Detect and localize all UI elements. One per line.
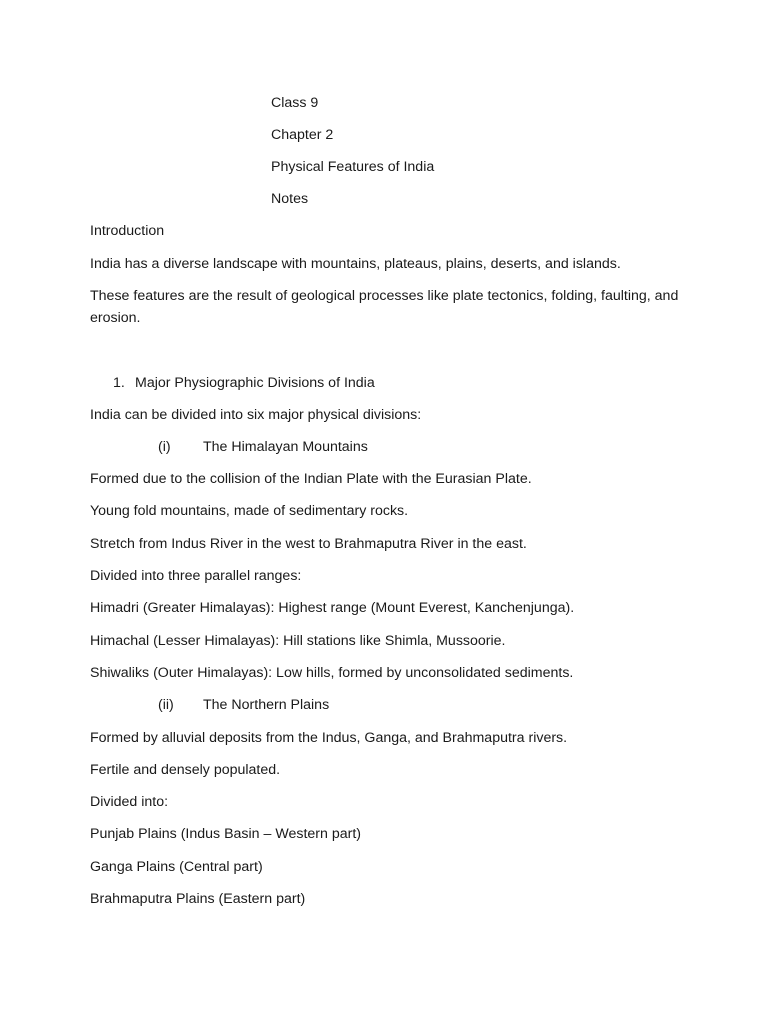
himalayas-point: Himachal (Lesser Himalayas): Hill stations like Shimla, Mussoorie. [90,633,506,649]
class-label: Class 9 [271,95,319,111]
section-title: Major Physiographic Divisions of India [135,375,375,391]
subsection-title: The Northern Plains [203,697,330,713]
chapter-label: Chapter 2 [271,127,334,143]
subsection-northern-plains-heading [158,694,329,716]
subsection-numeral: (i) [158,439,171,455]
himalayas-point: Young fold mountains, made of sedimentary rocks. [90,503,409,519]
northern-plains-point: Ganga Plains (Central part) [90,859,263,875]
introduction-paragraph-1: India has a diverse landscape with mountains, plateaus, plains, deserts, and islands. [90,256,621,272]
himalayas-point: Himadri (Greater Himalayas): Highest range (Mount Everest, Kanchenjunga). [90,600,575,616]
himalayas-point: Formed due to the collision of the Indian Plate with the Eurasian Plate. [90,471,532,487]
northern-plains-point: Fertile and densely populated. [90,762,281,778]
introduction-heading: Introduction [90,223,165,239]
subsection-numeral: (ii) [158,697,174,713]
northern-plains-point: Punjab Plains (Indus Basin – Western part) [90,826,362,842]
subsection-title: The Himalayan Mountains [203,439,368,455]
document-title: Physical Features of India [271,159,435,175]
northern-plains-point: Divided into: [90,794,169,810]
northern-plains-point: Formed by alluvial deposits from the Indus, Ganga, and Brahmaputra rivers. [90,730,568,746]
subsection-himalayas-heading [158,436,368,458]
section-1-intro: India can be divided into six major physical divisions: [90,407,422,423]
northern-plains-point: Brahmaputra Plains (Eastern part) [90,891,306,907]
document-type: Notes [271,191,309,207]
himalayas-point: Divided into three parallel ranges: [90,568,302,584]
himalayas-point: Shiwaliks (Outer Himalayas): Low hills, formed by unconsolidated sediments. [90,665,574,681]
himalayas-point: Stretch from Indus River in the west to Brahmaputra River in the east. [90,536,527,552]
section-number: 1. [113,375,125,391]
section-1-heading [113,372,375,394]
introduction-paragraph-2: These features are the result of geological processes like plate tectonics, folding, faulting, and erosion. [90,288,679,326]
